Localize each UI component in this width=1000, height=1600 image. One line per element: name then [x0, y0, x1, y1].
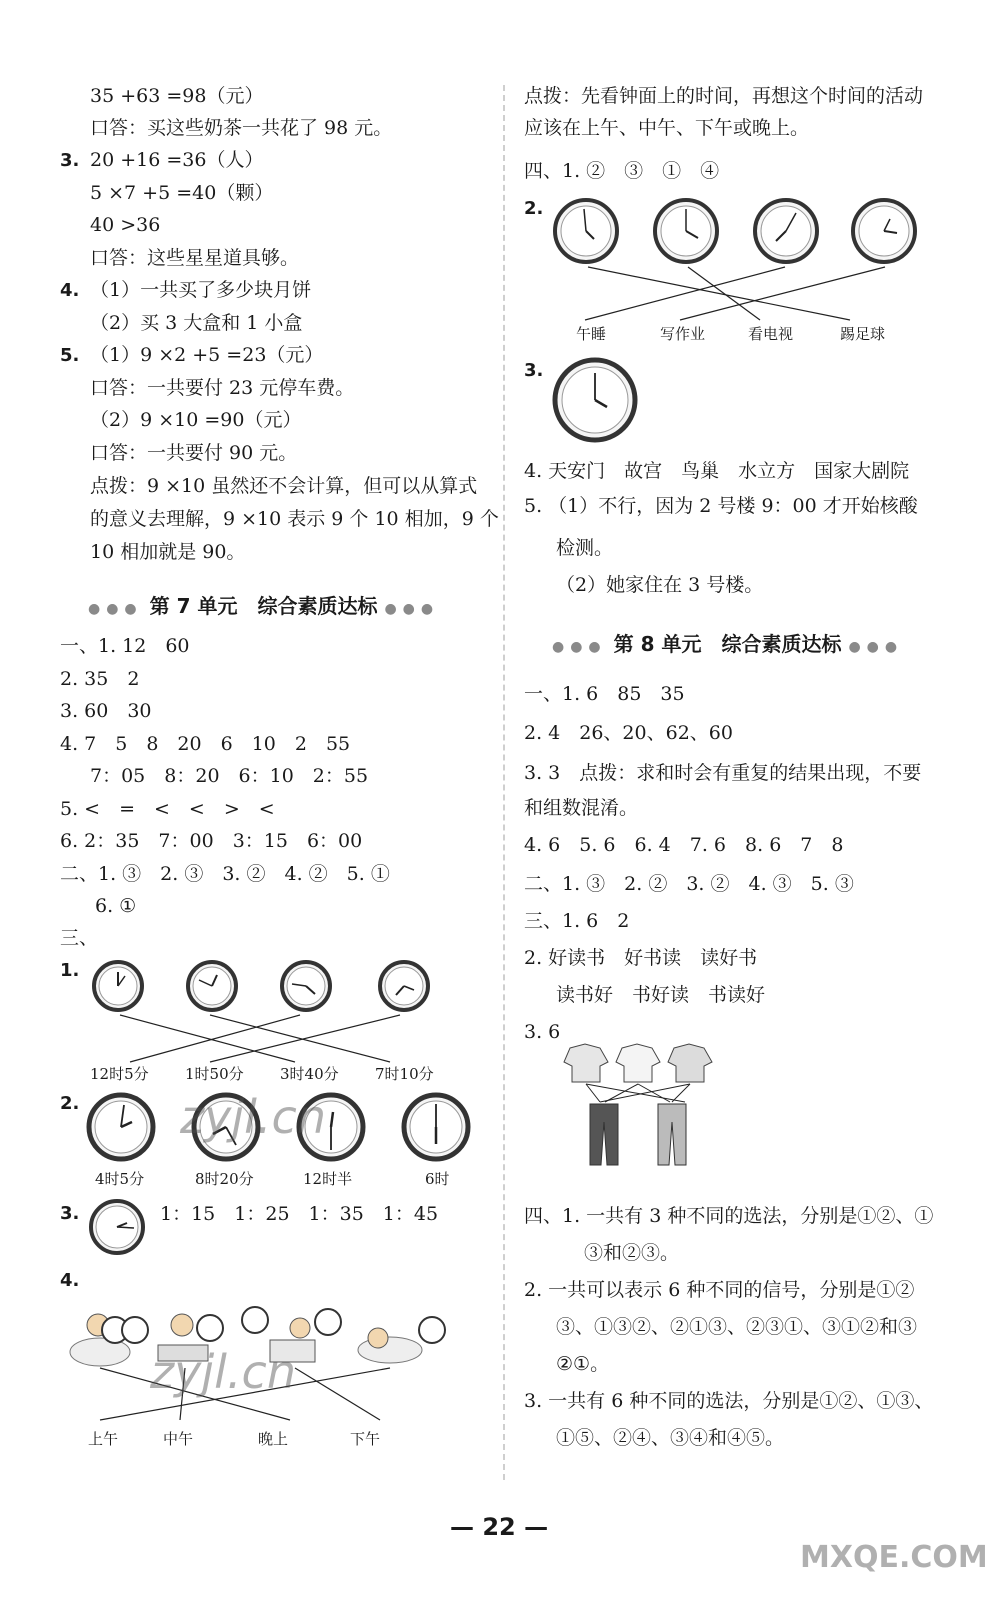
- answer-line: 一、1. 12 60: [60, 635, 190, 657]
- answer-line: 3. 6: [524, 1021, 561, 1043]
- tip-line: 点拨：9 ×10 虽然还不会计算，但可以从算式: [90, 475, 478, 497]
- answer-line: 口答：这些星星道具够。: [90, 247, 300, 269]
- clock-icon: [92, 960, 144, 1012]
- clock-icon: [850, 197, 918, 265]
- clock-icon: [280, 960, 332, 1012]
- clock-caption: 3时40分: [280, 1065, 339, 1083]
- clock-icon: [86, 1092, 156, 1162]
- clock-icon: [552, 357, 638, 443]
- unit7-heading: [88, 590, 439, 619]
- unit8-heading: [552, 628, 903, 657]
- question-number: 5.: [60, 345, 80, 366]
- answer-line: 读书好 书好读 书读好: [556, 984, 766, 1006]
- answer-line: 口答：一共要付 90 元。: [90, 442, 298, 464]
- clock-icon: [652, 197, 720, 265]
- question-number: 3.: [524, 360, 544, 381]
- answer-line: （2）买 3 大盒和 1 小盒: [90, 312, 303, 334]
- answer-line: 2. 4 26、20、62、60: [524, 722, 733, 744]
- answer-line: 2. 一共可以表示 6 种不同的信号，分别是①②: [524, 1279, 915, 1301]
- answer-line: 2. 好读书 好书读 读好书: [524, 947, 758, 969]
- answer-line: ③和②③。: [584, 1242, 680, 1264]
- heading-dots: ●●●: [848, 639, 904, 655]
- answer-line: （1）9 ×2 +5 =23（元）: [90, 344, 324, 366]
- question-number: 2.: [524, 198, 544, 219]
- watermark: zyjl.cn: [180, 1090, 326, 1144]
- clock-caption: 4时5分: [95, 1170, 145, 1188]
- heading-dots: ●●●: [88, 601, 143, 617]
- answer-line: 40 >36: [90, 214, 161, 236]
- activity-caption: 踢足球: [840, 325, 886, 343]
- answer-line: （2）她家住在 3 号楼。: [556, 574, 764, 596]
- clothes-illustration: [560, 1040, 740, 1170]
- question-number: 3.: [60, 1203, 80, 1224]
- answer-line: 一、1. 6 85 35: [524, 683, 685, 705]
- clock-caption: 7时10分: [375, 1065, 434, 1083]
- answer-line: 5 ×7 +5 =40（颗）: [90, 182, 274, 204]
- answer-line: 2. 35 2: [60, 668, 140, 690]
- answer-line: 和组数混淆。: [524, 797, 639, 819]
- column-divider: [503, 85, 505, 1480]
- answer-line: ③、①③②、②①③、②③①、③①②和③: [556, 1316, 918, 1338]
- answer-line: 7：05 8：20 6：10 2：55: [90, 765, 369, 787]
- answer-line: 三、1. 6 2: [524, 910, 630, 932]
- clock-caption: 8时20分: [195, 1170, 254, 1188]
- time-of-day-label: 上午: [88, 1430, 119, 1448]
- activity-caption: 写作业: [660, 325, 706, 343]
- answer-line: （2）9 ×10 =90（元）: [90, 409, 302, 431]
- answer-line: 3. 60 30: [60, 700, 152, 722]
- answer-line: ②①。: [556, 1353, 610, 1375]
- clock-icon: [88, 1198, 146, 1256]
- activity-caption: 午睡: [576, 325, 607, 343]
- activity-caption: 看电视: [748, 325, 794, 343]
- question-number: 4.: [60, 1270, 80, 1291]
- answer-line: 检测。: [556, 537, 614, 559]
- answer-line: 35 +63 =98（元）: [90, 85, 264, 107]
- time-of-day-label: 下午: [350, 1430, 381, 1448]
- clock-icon: [552, 197, 620, 265]
- answer-line: 4. 7 5 8 20 6 10 2 55: [60, 733, 351, 755]
- answer-line: 20 +16 =36（人）: [90, 149, 264, 171]
- tip-line: 点拨：先看钟面上的时间，再想这个时间的活动: [524, 85, 924, 107]
- answer-line: 6. 2：35 7：00 3：15 6：00: [60, 830, 363, 852]
- tip-line: 10 相加就是 90。: [90, 541, 246, 563]
- clock-icon: [752, 197, 820, 265]
- question-number: 2.: [60, 1093, 80, 1114]
- time-of-day-label: 晚上: [258, 1430, 289, 1448]
- answer-line: 二、1. ③ 2. ③ 3. ② 4. ② 5. ①: [60, 863, 390, 885]
- answer-line: ①⑤、②④、③④和④⑤。: [556, 1427, 785, 1449]
- clock-icon: [401, 1092, 471, 1162]
- tip-line: 应该在上午、中午、下午或晚上。: [524, 117, 810, 139]
- tip-line: 的意义去理解，9 ×10 表示 9 个 10 相加，9 个: [90, 508, 499, 530]
- answer-line: 4. 天安门 故宫 鸟巢 水立方 国家大剧院: [524, 460, 910, 482]
- heading-dots: ●●●: [384, 601, 440, 617]
- answer-line: 口答：买这些奶茶一共花了 98 元。: [90, 117, 393, 139]
- answer-line: 3. 3 点拨：求和时会有重复的结果出现，不要: [524, 762, 922, 784]
- watermark: MXQE.COM: [800, 1540, 988, 1575]
- matching-lines: [560, 262, 920, 324]
- watermark: zyjl.cn: [150, 1345, 296, 1399]
- question-number: 1.: [60, 960, 80, 981]
- answer-line: 6. ①: [95, 895, 137, 917]
- answer-line: 四、1. ② ③ ① ④: [524, 160, 720, 182]
- answer-line: 三、: [60, 927, 99, 949]
- answer-line: 口答：一共要付 23 元停车费。: [90, 377, 355, 399]
- page-number: — 22 —: [450, 1513, 549, 1541]
- answer-line: 5. < = < < > <: [60, 798, 275, 820]
- time-of-day-label: 中午: [163, 1430, 194, 1448]
- unit8-title: 第 8 单元 综合素质达标: [613, 632, 842, 656]
- answer-line: 4. 6 5. 6 6. 4 7. 6 8. 6 7 8: [524, 834, 844, 856]
- unit7-title: 第 7 单元 综合素质达标: [149, 594, 378, 618]
- clock-caption: 6时: [425, 1170, 450, 1188]
- clock-caption: 1时50分: [185, 1065, 244, 1083]
- answer-line: 四、1. 一共有 3 种不同的选法，分别是①②、①: [524, 1205, 934, 1227]
- clock-caption: 12时5分: [90, 1065, 149, 1083]
- answer-line: 5. （1）不行，因为 2 号楼 9：00 才开始核酸: [524, 495, 918, 517]
- question-number: 4.: [60, 280, 80, 301]
- clock-icon: [378, 960, 430, 1012]
- clock-caption: 12时半: [303, 1170, 353, 1188]
- answer-line: 二、1. ③ 2. ② 3. ② 4. ③ 5. ③: [524, 873, 854, 895]
- answer-line: 1：15 1：25 1：35 1：45: [160, 1203, 439, 1225]
- answer-line: （1）一共买了多少块月饼: [90, 279, 312, 301]
- matching-lines: [90, 1010, 450, 1065]
- clock-icon: [186, 960, 238, 1012]
- heading-dots: ●●●: [552, 639, 607, 655]
- question-number: 3.: [60, 150, 80, 171]
- answer-line: 3. 一共有 6 种不同的选法，分别是①②、①③、: [524, 1390, 934, 1412]
